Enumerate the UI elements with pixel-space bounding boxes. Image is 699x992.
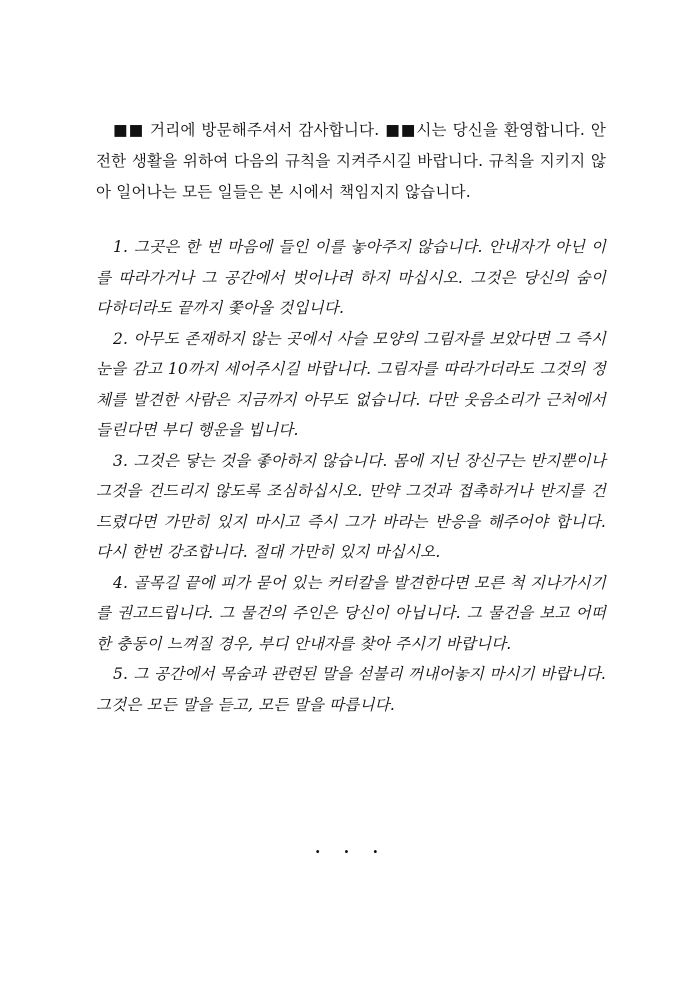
rule-item: 4. 골목길 끝에 피가 묻어 있는 커터칼을 발견한다면 모른 척 지나가시기를 권고드립니다. 그 물건의 주인은 당신이 아닙니다. 그 물건을 보고 어떠한 충동이 느껴질 경우, 부디 안내자를 찾아 주시기 바랍니다.	[96, 573, 606, 653]
rule-item: 2. 아무도 존재하지 않는 곳에서 사슬 모양의 그림자를 보았다면 그 즉시 눈을 감고 10까지 세어주시길 바랍니다. 그림자를 따라가더라도 그것의 정체를 발견한 사람은 지금까지 아무도 없습니다. 다만 웃음소리가 근처에서 들린다면 부디 행운을 빕니다.	[96, 329, 606, 439]
intro-paragraph: ■■ 거리에 방문해주셔서 감사합니다. ■■시는 당신을 환영합니다. 안전한 생활을 위하여 다음의 규칙을 지켜주시길 바랍니다. 규칙을 지키지 않아 일어나는 모든 일들은 본 시에서 책임지지 않습니다.	[96, 121, 606, 201]
ending-ellipsis: . . .	[315, 838, 387, 857]
rule-item: 1. 그곳은 한 번 마음에 들인 이를 놓아주지 않습니다. 안내자가 아닌 이를 따라가거나 그 공간에서 벗어나려 하지 마십시오. 그것은 당신의 숨이 다하더라도 끝까지 쫓아올 것입니다.	[96, 238, 606, 317]
rule-item: 3. 그것은 닿는 것을 좋아하지 않습니다. 몸에 지닌 장신구는 반지뿐이나 그것을 건드리지 않도록 조심하십시오. 만약 그것과 접촉하거나 반지를 건드렸다면 가만히 있지 마시고 즉시 그가 바라는 반응을 해주어야 합니다. 다시 한번 강조합니다. 절대 가만히 있지 마십시오.	[96, 451, 606, 561]
rule-item: 5. 그 공간에서 목숨과 관련된 말을 섣불리 꺼내어놓지 마시기 바랍니다. 그것은 모든 말을 듣고, 모든 말을 따릅니다.	[96, 665, 606, 714]
rules-list	[96, 232, 606, 720]
